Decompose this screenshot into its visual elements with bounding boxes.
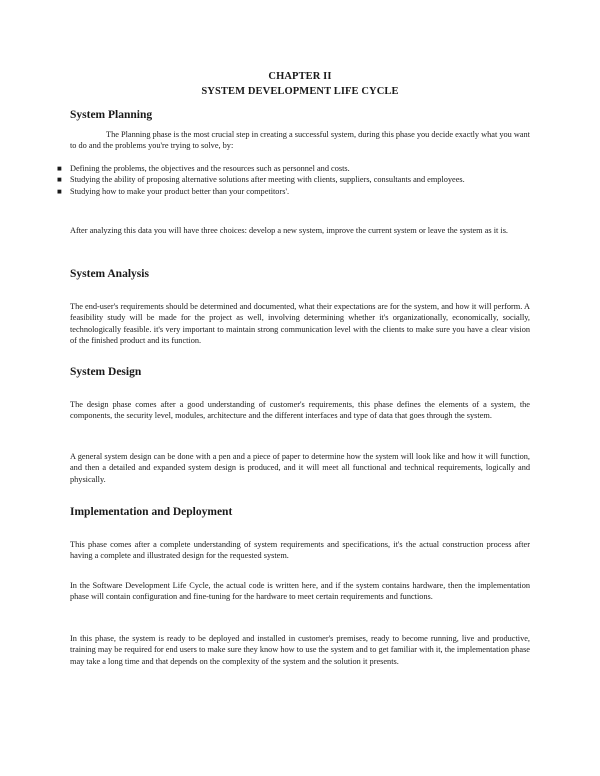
section-heading-planning: System Planning	[70, 109, 153, 121]
planning-after-paragraph: After analyzing this data you will have three choices: develop a new system, improve the current system or leave the system as it is.	[70, 226, 508, 235]
bullet-text: Defining the problems, the objectives and the resources such as personnel and costs.	[70, 164, 350, 173]
section-heading-implementation: Implementation and Deployment	[70, 506, 233, 518]
bullet-text: Studying the ability of proposing alternative solutions after meeting with clients, suppliers, consultants and employees.	[70, 175, 465, 185]
bullet-icon: ■	[57, 164, 62, 173]
implementation-paragraph-2: In the Software Development Life Cycle, the actual code is written here, and if the system contains hardware, then the implementation phase will contain configuration and fine-tuning for the hardware to meet certain requirements and functions.	[70, 581, 530, 602]
list-item	[57, 186, 530, 197]
chapter-title: SYSTEM DEVELOPMENT LIFE CYCLE	[201, 86, 399, 97]
list-item	[57, 163, 530, 174]
section-heading-analysis: System Analysis	[70, 268, 149, 280]
list-item	[57, 174, 530, 185]
planning-bullet-list	[57, 163, 530, 197]
chapter-label: CHAPTER II	[268, 71, 332, 82]
design-paragraph-1: The design phase comes after a good understanding of customer's requirements, this phase defines the elements of a system, the components, the security level, modules, architecture and the different interfaces and type of data that goes through the system.	[70, 400, 530, 421]
section-heading-design: System Design	[70, 366, 142, 378]
implementation-paragraph-1: This phase comes after a complete understanding of system requirements and specifications, it's the actual construction process after having a complete and illustrated design for the requested system.	[70, 540, 530, 561]
analysis-paragraph: The end-user's requirements should be determined and documented, what their expectations are for the system, and how it will perform. A feasibility study will be made for the project as well, involving determining whether it's organizationally, economically, socially, technologically feasible. it's very important to maintain strong communication level with the clients to make sure you have a clear vision of the finished product and its function.	[70, 302, 530, 345]
planning-intro-paragraph: The Planning phase is the most crucial step in creating a successful system, during this phase you decide exactly what you want to do and the problems you're trying to solve, by:	[70, 130, 530, 151]
bullet-text: Studying how to make your product better than your competitors'.	[70, 186, 290, 196]
bullet-icon: ■	[57, 186, 62, 196]
design-paragraph-2: A general system design can be done with a pen and a piece of paper to determine how the system will look like and how it will function, and then a detailed and expanded system design is produced, and it will meet all functional and technical requirements, logically and physically.	[70, 452, 530, 484]
implementation-paragraph-3: In this phase, the system is ready to be deployed and installed in customer's premises, ready to become running, live and productive, training may be required for end users to make sure they know how to use the system and to get familiar with it, the implementation phase may take a long time and that depends on the complexity of the system and the solution it presents.	[70, 634, 530, 666]
bullet-icon: ■	[57, 175, 62, 185]
